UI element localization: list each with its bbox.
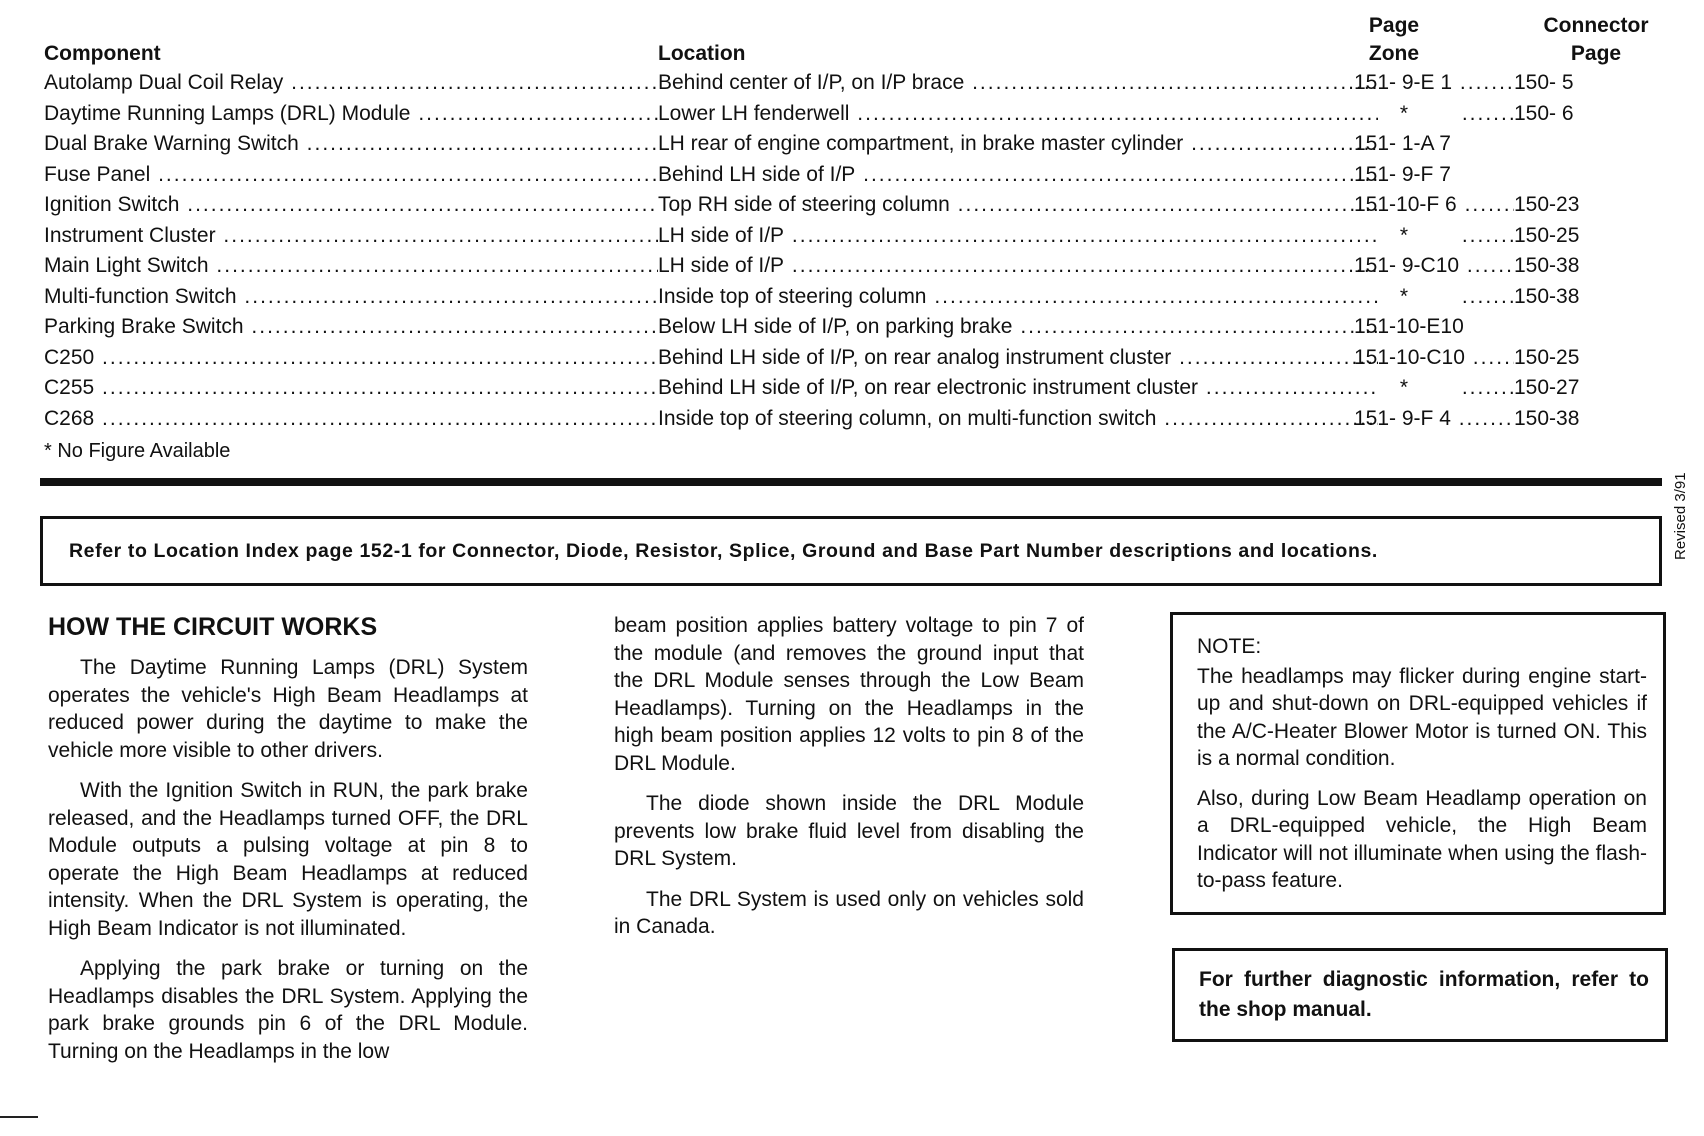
row-page-zone: * [1399,284,1409,308]
section-divider [40,478,1662,486]
header-connector-line2: Page [1570,42,1622,65]
table-row [44,99,1664,130]
table-header [44,8,1664,68]
table-row [44,404,1664,435]
row-component: Ignition Switch [44,193,180,216]
row-component: Autolamp Dual Coil Relay [44,71,284,94]
table-footnote: * No Figure Available [44,440,231,462]
table-row [44,312,1664,343]
table-row [44,282,1664,313]
row-connector-page: 150-38 [1514,254,1580,277]
header-location: Location [658,42,746,65]
component-location-table [44,8,1664,466]
row-connector-page: 150- 5 [1514,71,1574,94]
row-location: LH side of I/P [658,223,785,247]
page-corner-mark [0,1116,38,1118]
row-component: C250 [44,345,95,369]
circuit-paragraph-2: With the Ignition Switch in RUN, the park brake released, and the Headlamps turned OFF, the DRL Module outputs a pulsing voltage at pin 8 to operate the High Beam Headlamps at reduced intensity. When the DRL System is operating, the High Beam Indicator is not illuminated. [48,779,528,940]
row-location: Behind center of I/P, on I/P brace [658,71,965,94]
row-page-zone: 151- 9-E 1 [1354,71,1453,94]
row-component: Dual Brake Warning Switch [44,132,299,155]
header-connector-page [1526,12,1666,68]
header-zone-line2: Zone [1368,42,1420,65]
row-location: Lower LH fenderwell [658,101,850,125]
row-component: Daytime Running Lamps (DRL) Module [44,101,411,125]
row-page-zone: 151- 9-F 7 [1354,162,1451,186]
header-connector-line1: Connector [1543,14,1649,37]
row-connector-page: 150- 6 [1514,101,1574,125]
reference-text: Refer to Location Index page 152-1 for Connector, Diode, Resistor, Splice, Ground and Base Part Number descriptions and locations. [69,539,1378,562]
table-row [44,221,1664,252]
row-component: Parking Brake Switch [44,315,244,338]
row-page-zone: 151-10-E10 [1354,315,1464,338]
row-component: C255 [44,376,95,399]
row-page-zone: 151-10-C10 [1354,345,1465,369]
note-box [1170,612,1666,915]
row-location: Below LH side of I/P, on parking brake [658,315,1013,338]
diagnostic-box [1172,948,1668,1042]
row-location: LH side of I/P [658,254,785,277]
header-page-zone [1349,12,1439,68]
row-location: Top RH side of steering column [658,193,950,216]
row-connector-page: 150-23 [1514,193,1580,216]
row-page-zone: 151- 9-F 4 [1354,406,1451,430]
diagnostic-text: For further diagnostic information, refer to the shop manual. [1199,968,1649,1021]
reference-box [40,516,1662,586]
table-body [44,68,1664,434]
row-location: Behind LH side of I/P [658,162,856,186]
header-component: Component [44,42,161,65]
row-connector-page: 150-38 [1514,406,1580,430]
circuit-paragraph-1: The Daytime Running Lamps (DRL) System operates the vehicle's High Beam Headlamps at reduced power during the daytime to make the vehicle more visible to other drivers. [48,656,528,762]
revised-date: Revised 3/91 [1672,472,1689,560]
table-row [44,373,1664,404]
note-paragraph-2: Also, during Low Beam Headlamp operation on a DRL-equipped vehicle, the High Beam Indicator will not illuminate when using the flash-to-pass feature. [1197,786,1647,892]
row-component: Multi-function Switch [44,284,237,308]
row-component: C268 [44,406,95,430]
table-row [44,68,1664,99]
row-location: Behind LH side of I/P, on rear analog instrument cluster [658,345,1172,369]
row-location: LH rear of engine compartment, in brake master cylinder [658,132,1184,155]
circuit-column-1 [48,610,528,1078]
table-row [44,160,1664,191]
table-row [44,190,1664,221]
row-page-zone: * [1399,101,1409,125]
row-page-zone: 151-10-F 6 [1354,193,1457,216]
circuit-paragraph-3: Applying the park brake or turning on the Headlamps disables the DRL System. Applying the park brake grounds pin 6 of the DRL Module. Turning on the Headlamps in the low [48,957,528,1063]
row-connector-page: 150-25 [1514,345,1580,369]
row-component: Fuse Panel [44,162,151,186]
note-paragraph-1: The headlamps may flicker during engine start-up and shut-down on DRL-equipped vehicles if the A/C-Heater Blower Motor is turned ON. This is a normal condition. [1197,664,1647,770]
circuit-paragraph-6: The DRL System is used only on vehicles sold in Canada. [614,887,1084,938]
circuit-paragraph-4: beam position applies battery voltage to pin 7 of the module (and removes the ground input that the DRL Module senses through the Low Beam Headlamps). Turning on the Headlamps in the high beam position applies 12 volts to pin 8 of the DRL Module. [614,614,1084,775]
row-location: Inside top of steering column [658,284,927,308]
table-row [44,343,1664,374]
header-zone-line1: Page [1368,14,1420,37]
row-component: Instrument Cluster [44,223,216,247]
row-component: Main Light Switch [44,254,209,277]
circuit-paragraph-5: The diode shown inside the DRL Module prevents low brake fluid level from disabling the DRL System. [614,792,1084,870]
row-page-zone: 151- 1-A 7 [1354,132,1451,155]
note-title: NOTE: [1197,635,1262,658]
row-page-zone: * [1399,376,1409,399]
circuit-column-2 [614,612,1084,954]
row-connector-page: 150-27 [1514,376,1580,399]
table-row [44,129,1664,160]
row-location: Behind LH side of I/P, on rear electronic instrument cluster [658,376,1199,399]
row-connector-page: 150-38 [1514,284,1580,308]
circuit-heading: HOW THE CIRCUIT WORKS [48,613,378,641]
row-page-zone: 151- 9-C10 [1354,254,1460,277]
row-page-zone: * [1399,223,1409,247]
row-location: Inside top of steering column, on multi-function switch [658,406,1157,430]
table-row [44,251,1664,282]
row-connector-page: 150-25 [1514,223,1580,247]
